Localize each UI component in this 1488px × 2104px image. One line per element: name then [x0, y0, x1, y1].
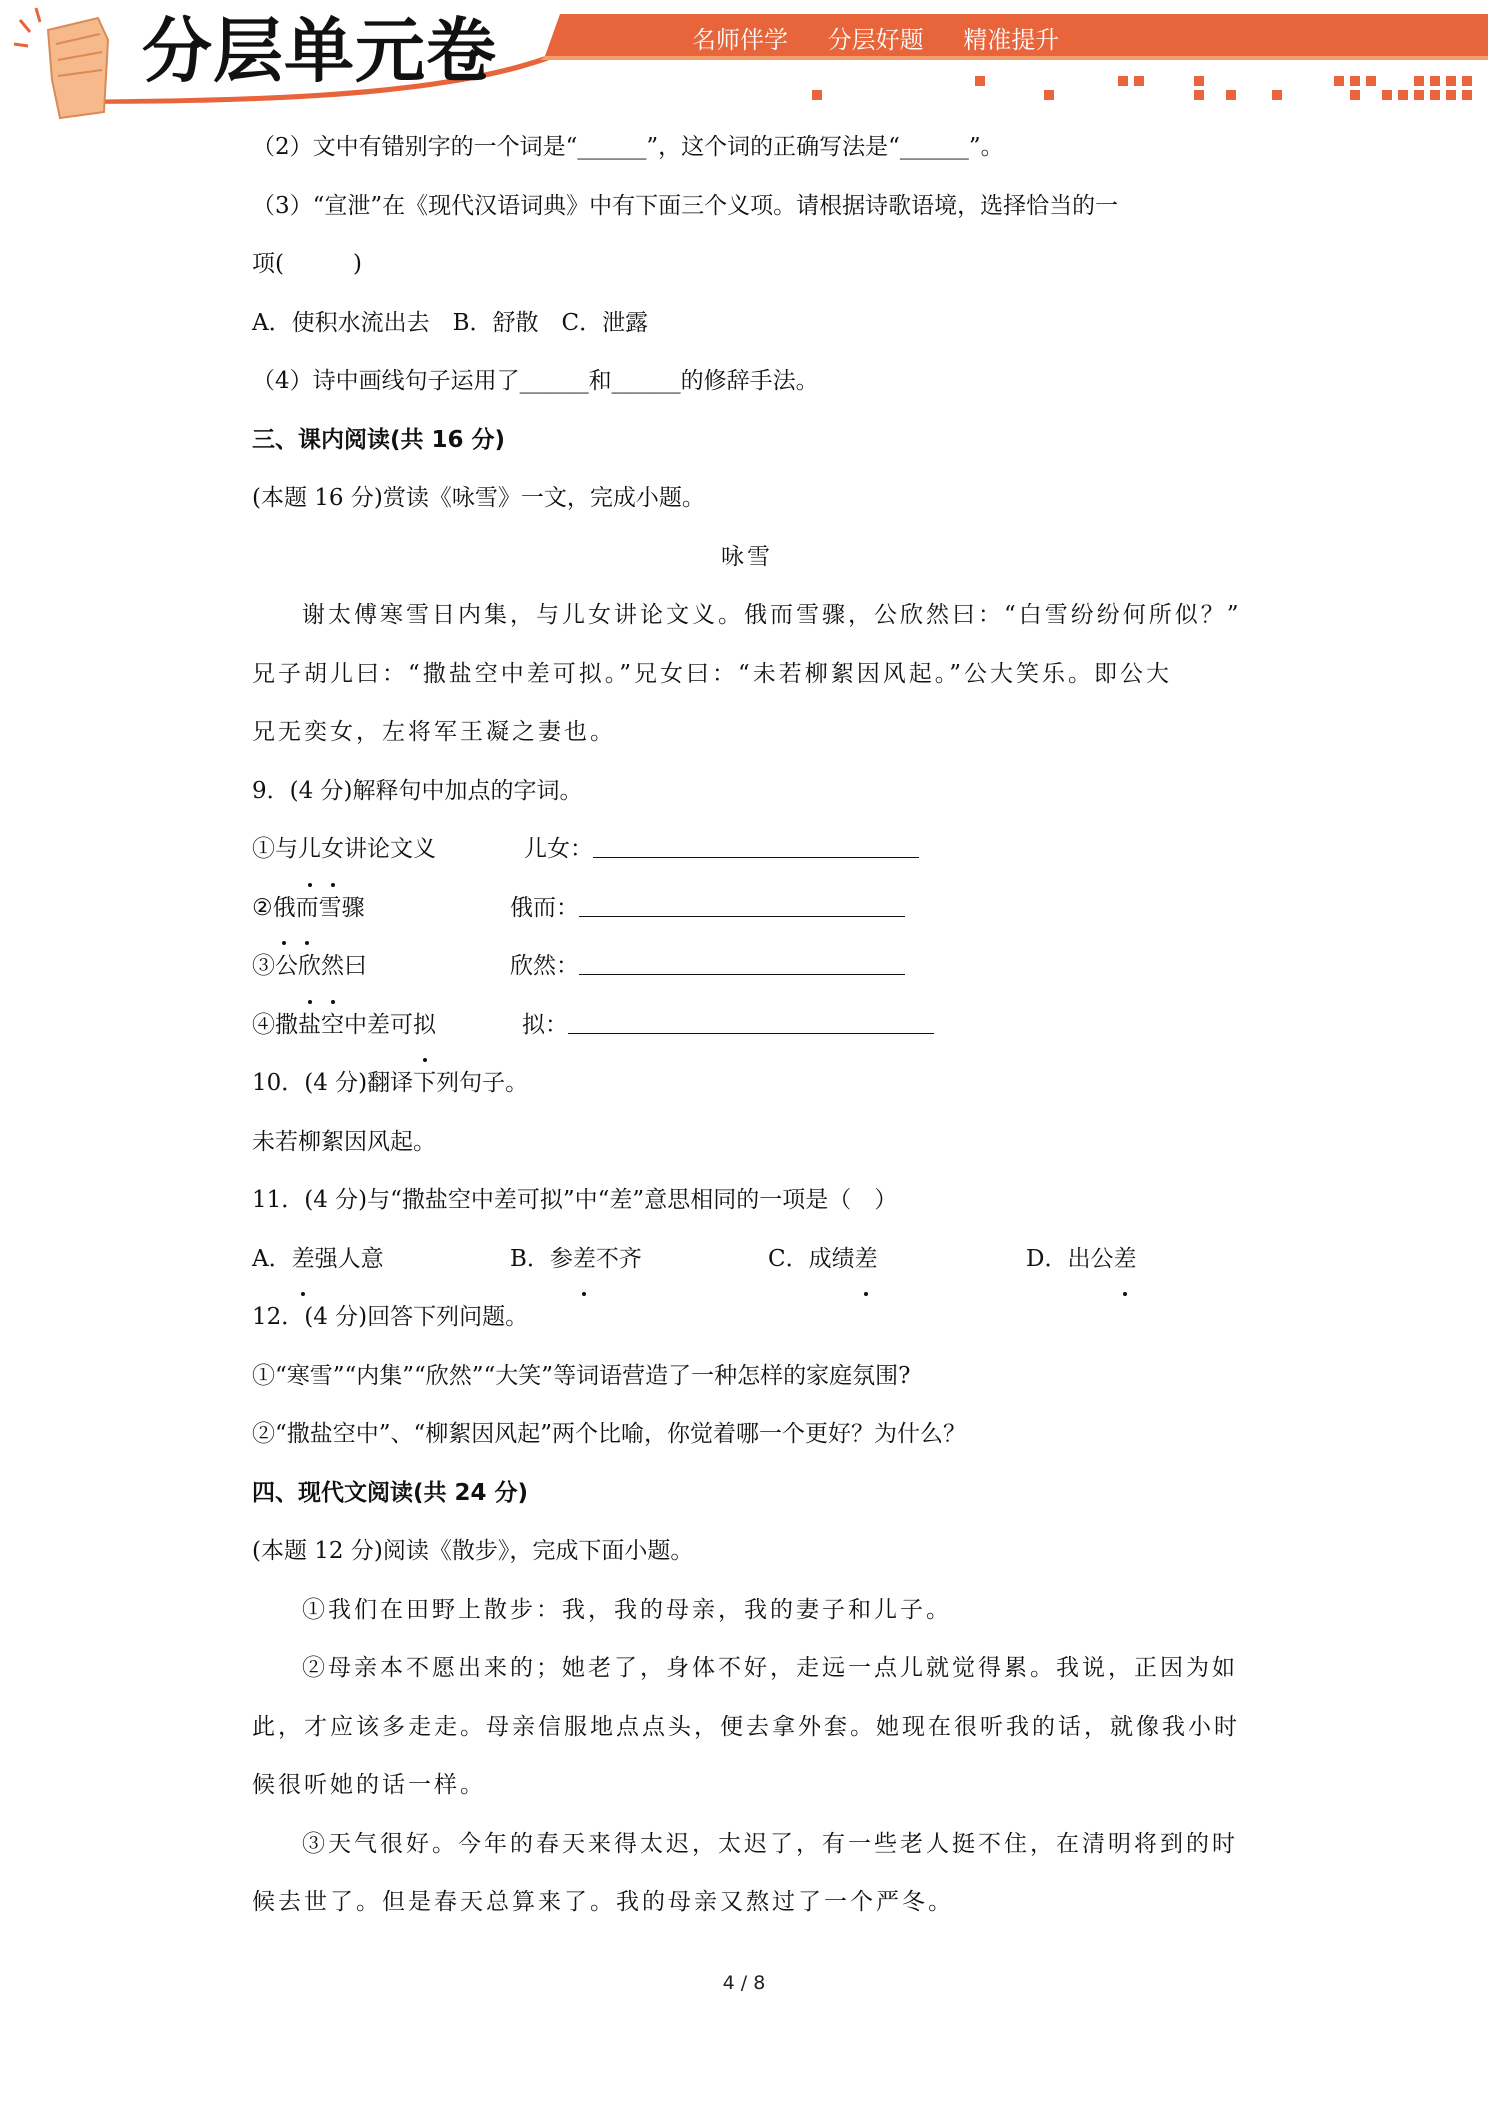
- section-3-intro: (本题 16 分)赏读《咏雪》一文，完成小题。: [252, 485, 705, 511]
- passage-line-3: 兄无奕女，左将军王凝之妻也。: [252, 719, 616, 745]
- question-9-item-2: ②俄而雪骤 俄而：: [252, 879, 1242, 938]
- question-12-item-1: ①“寒雪”“内集”“欣然”“大笑”等词语营造了一种怎样的家庭氛围?: [252, 1362, 911, 1389]
- emphasis-char: 欣: [298, 937, 321, 996]
- option-c[interactable]: C．成绩差: [768, 1230, 1026, 1289]
- fist-icon: [14, 8, 108, 118]
- emphasis-char: 拟: [413, 996, 436, 1055]
- emphasis-char: 而: [296, 879, 319, 938]
- passage-line-1: 谢太傅寒雪日内集，与儿女讲论文义。俄而雪骤，公欣然曰：“白雪纷纷何所似？”: [302, 602, 1242, 628]
- question-12-item-2: ②“撒盐空中”、“柳絮因风起”两个比喻，你觉着哪一个更好？为什么？: [252, 1421, 967, 1447]
- question-9-stem: 9．(4 分)解释句中加点的字词。: [252, 777, 583, 804]
- question-9-item-3: ③公欣然曰 欣然：: [252, 937, 1242, 996]
- answer-blank[interactable]: [579, 952, 905, 975]
- emphasis-char: 俄: [273, 879, 296, 938]
- option-a[interactable]: A．差强人意: [252, 1230, 510, 1289]
- dotted-word: [273, 895, 319, 921]
- sanbu-paragraph-3-line-2: 候去世了。但是春天总算来了。我的母亲又熬过了一个严冬。: [252, 1889, 954, 1915]
- question-3-options: A．使积水流出去 B．舒散 C．泄露: [252, 309, 649, 336]
- question-11-options: [252, 1230, 1242, 1289]
- question-3-line-b: 项( ): [252, 251, 362, 277]
- emphasis-char: 差: [855, 1230, 878, 1289]
- slogan-item-1: 名师伴学: [692, 26, 788, 54]
- section-4-heading: 四、现代文阅读(共 24 分): [252, 1479, 529, 1506]
- dotted-word: [573, 1246, 596, 1272]
- answer-blank[interactable]: [568, 1011, 934, 1034]
- option-d[interactable]: D．出公差: [1026, 1230, 1284, 1289]
- answer-blank[interactable]: [579, 894, 905, 917]
- question-2-line: （2）文中有错别字的一个词是“______”，这个词的正确写法是“______”。: [252, 134, 1004, 160]
- page-header: [0, 0, 1488, 130]
- dotted-word: [855, 1246, 878, 1272]
- question-4-line: （4）诗中画线句子运用了______和______的修辞手法。: [252, 368, 819, 394]
- passage-title: 咏雪: [721, 543, 773, 570]
- sanbu-paragraph-1: ①我们在田野上散步：我，我的母亲，我的妻子和儿子。: [302, 1596, 952, 1623]
- question-12-stem: 12．(4 分)回答下列问题。: [252, 1304, 529, 1330]
- emphasis-char: 差: [1113, 1230, 1136, 1289]
- option-b[interactable]: B．参差不齐: [510, 1230, 768, 1289]
- exam-content: [252, 118, 1242, 1932]
- emphasis-char: 儿: [298, 820, 321, 879]
- sanbu-paragraph-3-line-1: ③天气很好。今年的春天来得太迟，太迟了，有一些老人挺不住，在清明将到的时: [302, 1830, 1238, 1857]
- header-decorative-squares: [812, 76, 1472, 100]
- passage-line-2: 兄子胡儿曰：“撒盐空中差可拟。”兄女曰：“未若柳絮因风起。”公大笑乐。即公大: [252, 660, 1173, 687]
- section-3-heading: 三、课内阅读(共 16 分): [252, 426, 506, 453]
- question-10-sentence: 未若柳絮因风起。: [252, 1128, 436, 1155]
- page-number: 4 / 8: [722, 1972, 766, 1994]
- emphasis-char: 然: [321, 937, 344, 996]
- emphasis-char: 女: [321, 820, 344, 879]
- dotted-word: [1113, 1246, 1136, 1272]
- sanbu-paragraph-2-line-1: ②母亲本不愿出来的；她老了，身体不好，走远一点儿就觉得累。我说，正因为如: [302, 1655, 1238, 1681]
- dotted-word: [413, 1012, 436, 1038]
- question-3-line-a: （3）“宣泄”在《现代汉语词典》中有下面三个义项。请根据诗歌语境，选择恰当的一: [252, 192, 1119, 219]
- dotted-word: [298, 836, 344, 862]
- emphasis-char: 差: [292, 1230, 315, 1289]
- header-slogan: [692, 20, 1085, 60]
- question-9-item-1: ①与儿女讲论文义 儿女：: [252, 820, 1242, 879]
- slogan-item-2: 分层好题: [827, 26, 924, 54]
- question-11-stem: 11．(4 分)与“撒盐空中差可拟”中“差”意思相同的一项是（ ）: [252, 1187, 898, 1213]
- sanbu-paragraph-2-line-2: 此，才应该多走走。母亲信服地点点头，便去拿外套。她现在很听我的话，就像我小时: [252, 1713, 1240, 1740]
- dotted-word: [298, 953, 344, 979]
- section-4-intro: (本题 12 分)阅读《散步》，完成下面小题。: [252, 1538, 694, 1564]
- slogan-item-3: 精准提升: [963, 26, 1060, 54]
- dotted-word: [292, 1246, 315, 1272]
- question-9-item-4: ④撒盐空中差可拟 拟：: [252, 996, 1242, 1055]
- brand-title: 分层单元卷: [142, 10, 497, 92]
- emphasis-char: 差: [573, 1230, 596, 1289]
- question-10-stem: 10．(4 分)翻译下列句子。: [252, 1070, 529, 1096]
- answer-blank[interactable]: [593, 835, 919, 858]
- sanbu-paragraph-2-line-3: 候很听她的话一样。: [252, 1772, 486, 1798]
